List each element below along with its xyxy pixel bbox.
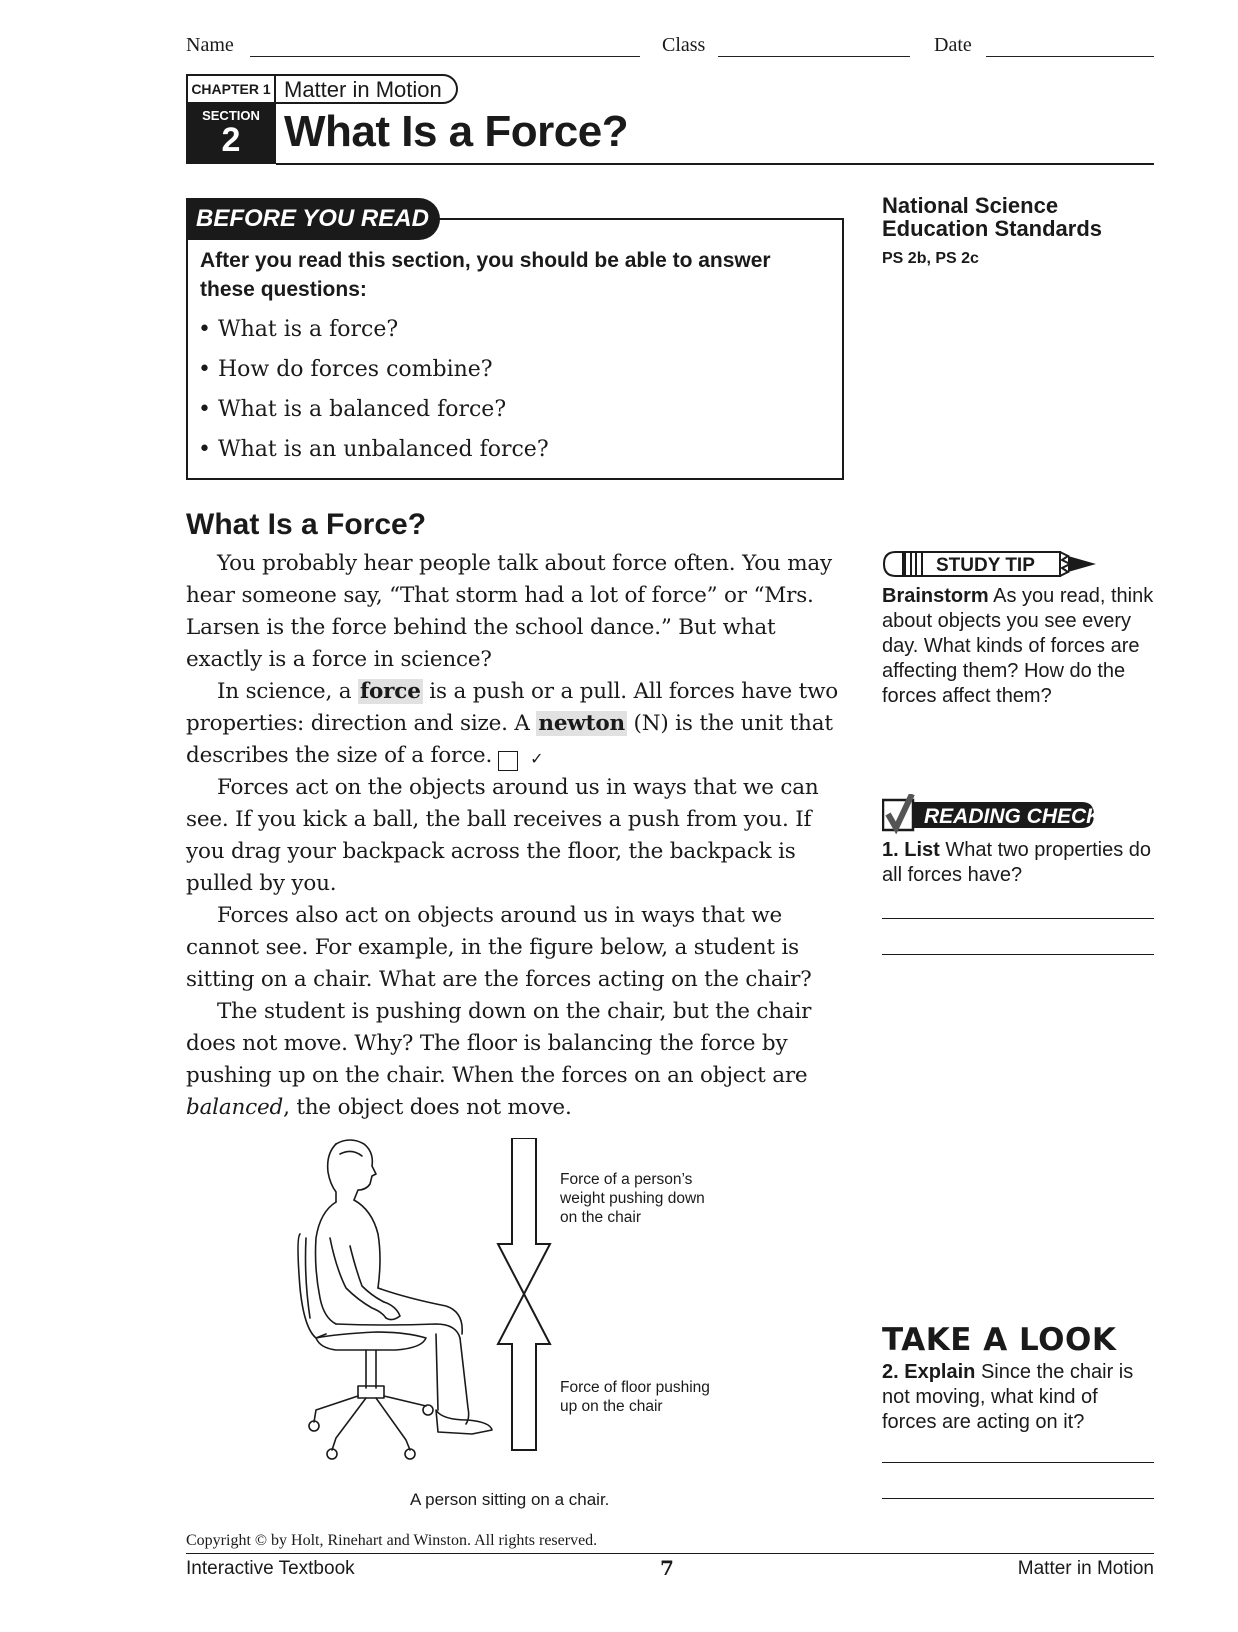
chapter-label: CHAPTER 1 — [186, 74, 276, 104]
label-line: Force of floor pushing — [560, 1379, 710, 1396]
paragraph — [186, 676, 850, 772]
emphasis-balanced: balanced — [186, 1095, 284, 1120]
study-tip-banner — [882, 550, 1102, 578]
take-a-look-heading: TAKE A LOOK — [882, 1322, 1117, 1358]
study-tip-lead: Brainstorm — [882, 585, 989, 607]
text-run: The student is pushing down on the chair, but the chair does not move. Why? The floor is balancing the force by pushing up on the chair. When the forces on an object are — [186, 999, 812, 1088]
header-fields — [186, 34, 1154, 64]
main-heading: What Is a Force? — [186, 508, 427, 541]
section-number: 2 — [221, 121, 241, 159]
question-number: 1. — [882, 839, 899, 861]
text-run: is a push or a pull. All forces have two properties: direction and size. A — [186, 679, 839, 736]
force-up-label — [560, 1378, 710, 1416]
label-line: weight pushing down — [560, 1190, 705, 1207]
reading-check-label: READING CHECK — [924, 805, 1102, 828]
date-label: Date — [934, 34, 972, 56]
answer-line-2b[interactable] — [882, 1498, 1154, 1499]
footer-book-title: Interactive Textbook — [186, 1558, 355, 1579]
main-body — [186, 548, 850, 1124]
reading-check-question — [882, 838, 1154, 888]
vocab-term-force: force — [359, 679, 421, 704]
question-item: • How do forces combine? — [198, 357, 493, 382]
reading-check-graphic — [882, 794, 1102, 834]
vocab-term-newton: newton — [538, 711, 625, 736]
chapter-section-badge — [186, 74, 276, 164]
before-you-read-questions — [198, 310, 549, 470]
label-line: on the chair — [560, 1209, 641, 1226]
section-label: SECTION — [202, 108, 260, 123]
text-run: In science, a — [217, 679, 358, 704]
question-number: 2. — [882, 1361, 899, 1383]
before-you-read-heading: BEFORE YOU READ — [186, 198, 440, 240]
pencil-icon — [882, 550, 1102, 578]
paragraph: Forces also act on objects around us in ways that we cannot see. For example, in the figure below, a student is sitting on a chair. What are the forces acting on the chair? — [186, 903, 812, 992]
force-down-arrow — [498, 1138, 550, 1294]
section-number-block — [186, 104, 276, 164]
answer-line-1b[interactable] — [882, 954, 1154, 955]
paragraph — [186, 996, 850, 1124]
name-field[interactable] — [250, 56, 640, 57]
question-item: • What is a force? — [198, 317, 399, 342]
force-down-label — [560, 1170, 705, 1227]
text-run: (N) is the unit that describes the size of a force. — [186, 711, 833, 768]
name-label: Name — [186, 34, 234, 56]
standards-title: National Science Education Standards — [882, 193, 1103, 241]
date-field[interactable] — [986, 56, 1154, 57]
footer-chapter-title: Matter in Motion — [1017, 1558, 1154, 1579]
answer-line-2a[interactable] — [882, 1462, 1154, 1463]
reading-check-banner — [882, 794, 1102, 830]
section-title: What Is a Force? — [284, 107, 629, 156]
question-verb: List — [904, 839, 940, 861]
standards-codes: PS 2b, PS 2c — [882, 250, 979, 267]
label-line: Force of a person’s — [560, 1171, 693, 1188]
study-tip-body: As you read, think about objects you see every day. What kinds of forces are affecting them? How do the forces affect them? — [882, 585, 1154, 707]
paragraph: You probably hear people talk about force often. You may hear someone say, “That storm had a lot of force” or “Mrs. Larsen is the force behind the school dance.” But what exactly is a force in science? — [186, 551, 832, 672]
figure-caption: A person sitting on a chair. — [410, 1490, 610, 1509]
class-field[interactable] — [718, 56, 910, 57]
figure-person-on-chair — [296, 1138, 746, 1478]
study-tip-text — [882, 584, 1154, 709]
take-a-look-question — [882, 1360, 1154, 1435]
question-item: • What is an unbalanced force? — [198, 437, 549, 462]
question-verb: Explain — [904, 1361, 976, 1383]
force-up-arrow — [498, 1294, 550, 1450]
footer-rule — [186, 1553, 1154, 1554]
reading-check-checkbox-icon: ✓ — [498, 751, 518, 771]
label-line: up on the chair — [560, 1398, 663, 1415]
answer-line-1a[interactable] — [882, 918, 1154, 919]
copyright: Copyright © by Holt, Rinehart and Winston. All rights reserved. — [186, 1532, 598, 1549]
paragraph: Forces act on the objects around us in ways that we can see. If you kick a ball, the ball receives a push from you. If you drag your backpack across the floor, the backpack is pulled by you. — [186, 775, 819, 896]
class-label: Class — [662, 34, 706, 56]
before-you-read-intro: After you read this section, you should be able to answer these questions: — [200, 249, 771, 301]
chapter-title: Matter in Motion — [276, 74, 458, 104]
study-tip-label: STUDY TIP — [936, 555, 1035, 576]
question-text: What two properties do all forces have? — [882, 839, 1152, 886]
text-run: , the object does not move. — [283, 1095, 572, 1120]
question-text: Since the chair is not moving, what kind of forces are acting on it? — [882, 1361, 1134, 1433]
page-number: 7 — [660, 1556, 674, 1580]
title-rule — [276, 163, 1154, 165]
question-item: • What is a balanced force? — [198, 397, 507, 422]
